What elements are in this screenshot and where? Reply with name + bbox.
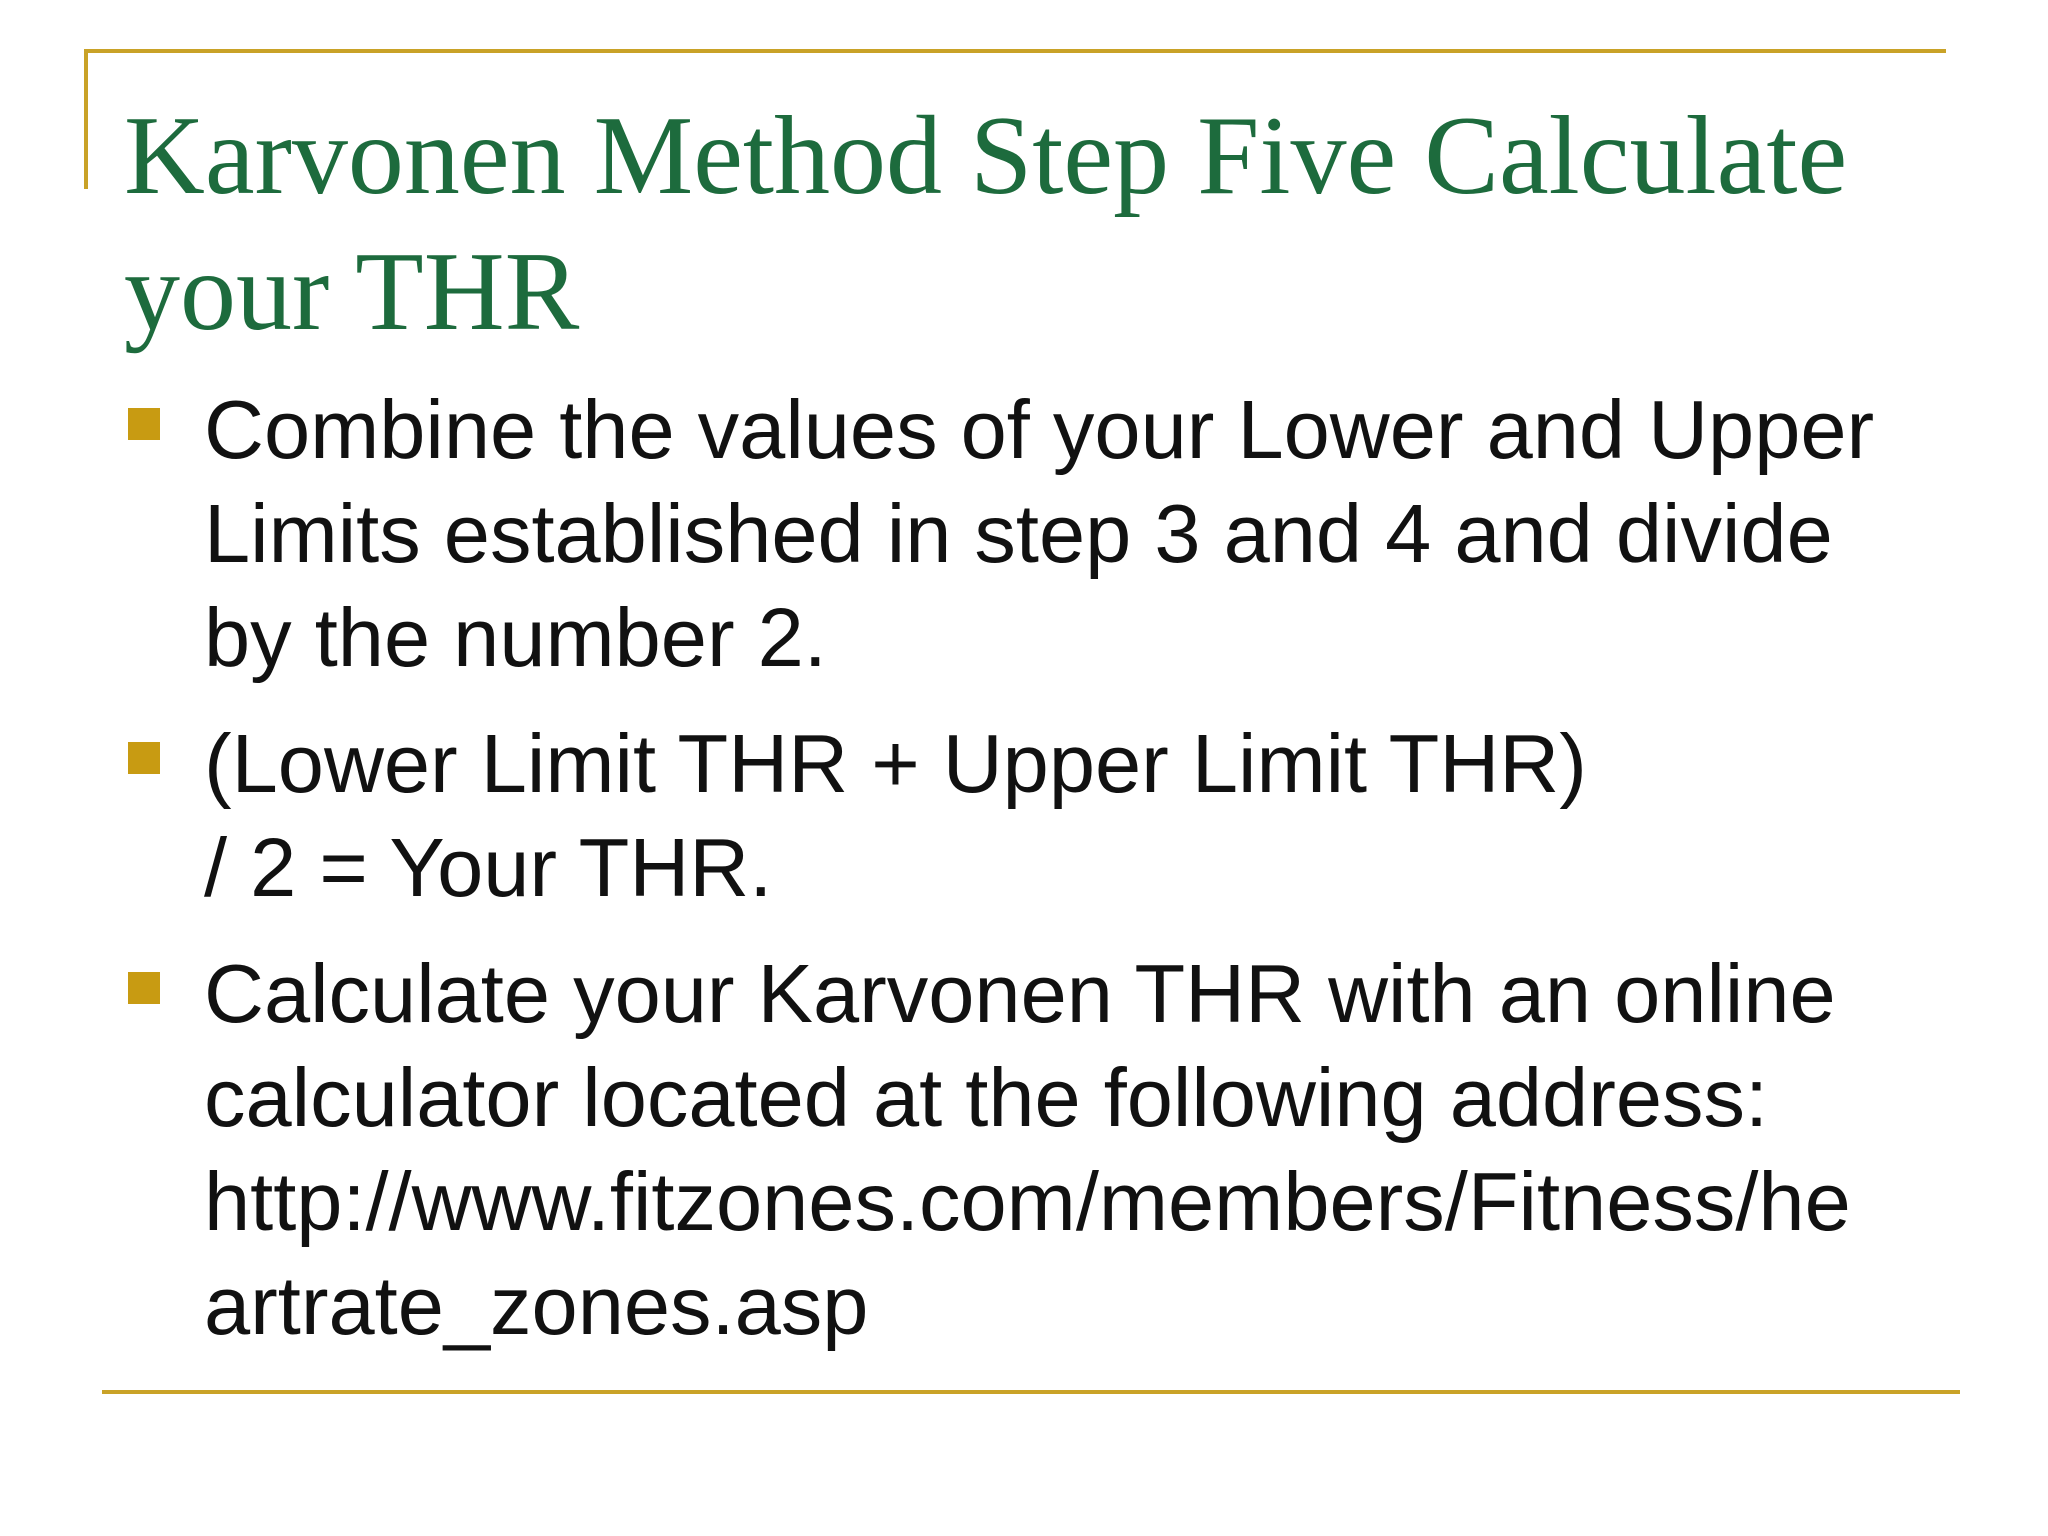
title-line-2: your THR: [124, 230, 580, 354]
bullet-line: by the number 2.: [204, 591, 827, 684]
bullet-line: calculator located at the following address:: [204, 1051, 1769, 1144]
bullet-line: Limits established in step 3 and 4 and divide: [204, 487, 1833, 580]
url-line[interactable]: artrate_zones.asp: [204, 1259, 869, 1352]
bullet-text: [204, 712, 1954, 920]
bullet-item: [124, 942, 1954, 1358]
bullet-text: [204, 378, 1954, 690]
bottom-rule: [102, 1390, 1960, 1394]
square-bullet-icon: [128, 972, 160, 1004]
title-line-1: Karvonen Method Step Five Calculate: [124, 94, 1848, 218]
bullet-line: (Lower Limit THR + Upper Limit THR): [204, 717, 1587, 810]
bullet-item: [124, 378, 1954, 690]
bullet-line: Calculate your Karvonen THR with an online: [204, 947, 1836, 1040]
url-line[interactable]: http://www.fitzones.com/members/Fitness/he: [204, 1155, 1851, 1248]
square-bullet-icon: [128, 742, 160, 774]
bullet-line: / 2 = Your THR.: [204, 821, 773, 914]
slide-title: [124, 88, 1924, 360]
bullet-text: [204, 942, 1954, 1358]
bullet-item: [124, 712, 1954, 920]
left-rule: [84, 49, 88, 189]
square-bullet-icon: [128, 408, 160, 440]
top-rule: [84, 49, 1946, 53]
bullet-line: Combine the values of your Lower and Upper: [204, 383, 1875, 476]
bullet-list: [124, 378, 1954, 1380]
